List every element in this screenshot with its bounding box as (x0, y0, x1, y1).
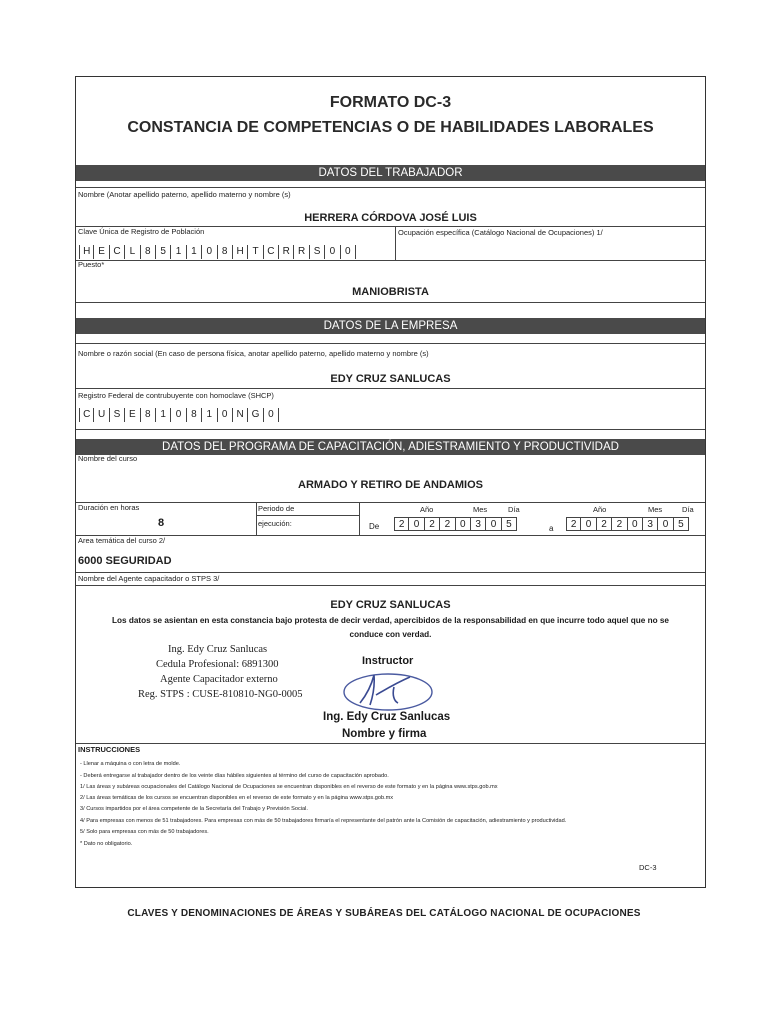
char-cell: 0 (409, 517, 424, 531)
agente-label: Nombre del Agente capacitador o STPS 3/ (78, 574, 220, 583)
divider (76, 187, 705, 188)
instruccion-item: - Deberá entregarse al trabajador dentro de los veinte días hábiles siguientes al término del curso de capacitación aprobado. (80, 773, 389, 779)
dia-label-inicio: Día (508, 505, 520, 514)
trabajador-nombre: HERRERA CÓRDOVA JOSÉ LUIS (304, 212, 477, 224)
char-cell: 0 (658, 517, 673, 531)
instruccion-item: 3/ Cursos impartidos por el área competente de la Secretaría del Trabajo y Previsión Social. (80, 806, 308, 812)
char-cell: 2 (440, 517, 455, 531)
divider (257, 515, 360, 516)
nombre-label: Nombre (Anotar apellido paterno, apellido materno y nombre (s) (78, 190, 291, 199)
char-cell: 0 (341, 245, 356, 259)
instruccion-item: 4/ Para empresas con menos de 51 trabajadores. Para empresas con más de 50 trabajadores firmaría el representante del patrón ante la Comisión de capacitación, adiestramiento y productividad. (80, 818, 567, 824)
char-cell: 0 (628, 517, 643, 531)
rfc-label: Registro Federal de contrubuyente con homoclave (SHCP) (78, 391, 274, 400)
instrucciones-title: INSTRUCCIONES (78, 745, 141, 754)
char-cell: 0 (202, 245, 217, 259)
instruccion-item: - Llenar a máquina o con letra de molde. (80, 761, 181, 767)
char-cell: U (94, 408, 109, 422)
char-cell: 0 (325, 245, 340, 259)
sello-line2: Cedula Profesional: 6891300 (156, 659, 279, 670)
divider (76, 743, 705, 744)
section-programa: DATOS DEL PROGRAMA DE CAPACITACIÓN, ADIESTRAMIENTO Y PRODUCTIVIDAD (76, 439, 705, 455)
char-cell: 0 (456, 517, 471, 531)
char-cell: E (125, 408, 140, 422)
dia-label-fin: Día (682, 505, 694, 514)
char-cell: 0 (486, 517, 501, 531)
char-cell: C (79, 408, 94, 422)
char-cell: S (310, 245, 325, 259)
char-cell: 5 (502, 517, 517, 531)
duracion-label: Duración en horas (78, 503, 140, 512)
divider (76, 585, 705, 586)
char-cell: 2 (612, 517, 627, 531)
divider (76, 535, 705, 536)
puesto-label: Puesto* (78, 260, 105, 269)
instruccion-item: 1/ Las áreas y subáreas ocupacionales del Catálogo Nacional de Ocupaciones se encuentran disponibles en el reverso de este formato y en la página www.stps.gob.mx (80, 784, 498, 790)
instruccion-item: 5/ Solo para empresas con más de 50 trabajadores. (80, 829, 209, 835)
char-cell: R (279, 245, 294, 259)
periodo-label-1: Periodo de (258, 504, 295, 513)
periodo-label-2: ejecución: (258, 519, 292, 528)
sello-line4: Reg. STPS : CUSE-810810-NG0-0005 (138, 689, 303, 700)
form-title: FORMATO DC-3 (329, 94, 452, 111)
char-cell: C (264, 245, 279, 259)
divider (76, 302, 705, 303)
char-cell: 1 (171, 245, 186, 259)
programa-curso: ARMADO Y RETIRO DE ANDAMIOS (298, 479, 483, 491)
a-label: a (549, 524, 554, 533)
divider (76, 572, 705, 573)
char-cell: 5 (156, 245, 171, 259)
protesta-line2: conduce con verdad. (349, 630, 432, 639)
programa-area: 6000 SEGURIDAD (78, 555, 172, 567)
protesta-line1: Los datos se asientan en esta constancia bajo protesta de decir verdad, apercibidos de la responsabilidad en que incurre todo aquel que no se (112, 616, 669, 625)
char-cell: 2 (566, 517, 581, 531)
divider (256, 502, 257, 535)
section-empresa: DATOS DE LA EMPRESA (76, 318, 705, 334)
divider (76, 388, 705, 389)
char-cell: 1 (156, 408, 171, 422)
char-cell: 1 (202, 408, 217, 422)
area-label: Area temática del curso 2/ (78, 536, 166, 545)
char-cell: 3 (643, 517, 658, 531)
rfc-cells (79, 408, 279, 422)
fecha-inicio-cells (394, 517, 517, 531)
char-cell: 8 (141, 408, 156, 422)
divider (76, 502, 705, 503)
ocupacion-label: Ocupación específica (Catálogo Nacional de Ocupaciones) 1/ (398, 228, 603, 237)
char-cell: 8 (141, 245, 156, 259)
char-cell: 3 (471, 517, 486, 531)
divider (76, 260, 705, 261)
instruccion-item: 2/ Las áreas temáticas de los cursos se encuentran disponibles en el reverso de este formato y en la página www.stps.gob.mx (80, 795, 394, 801)
char-cell: 8 (187, 408, 202, 422)
char-cell: R (294, 245, 309, 259)
char-cell: H (233, 245, 248, 259)
sello-line3: Agente Capacitador externo (160, 674, 278, 685)
mes-label-fin: Mes (648, 505, 663, 514)
curso-label: Nombre del curso (78, 454, 138, 463)
firma-nombre: Ing. Edy Cruz Sanlucas (323, 711, 451, 723)
divider (76, 429, 705, 430)
char-cell: N (233, 408, 248, 422)
firma-instructor: Instructor (362, 655, 414, 667)
razon-label: Nombre o razón social (En caso de persona física, anotar apellido paterno, apellido materno y nombre (s) (78, 349, 429, 358)
anio-label-fin: Año (593, 505, 607, 514)
char-cell: S (110, 408, 125, 422)
char-cell: L (125, 245, 140, 259)
anio-label-inicio: Año (420, 505, 434, 514)
firma-caption: Nombre y firma (342, 728, 427, 740)
fecha-fin-cells (566, 517, 689, 531)
char-cell: 2 (394, 517, 409, 531)
char-cell: E (94, 245, 109, 259)
trabajador-puesto: MANIOBRISTA (352, 286, 429, 298)
char-cell: 8 (218, 245, 233, 259)
curp-label: Clave Única de Registro de Población (78, 227, 205, 236)
divider (76, 343, 705, 344)
char-cell: C (110, 245, 125, 259)
char-cell: 0 (581, 517, 596, 531)
programa-duracion: 8 (158, 517, 165, 529)
instruccion-item: * Dato no obligatorio. (80, 841, 133, 847)
dc3-form (75, 76, 706, 888)
divider (359, 502, 360, 535)
mes-label-inicio: Mes (473, 505, 488, 514)
curp-cells (79, 245, 356, 259)
sello-line1: Ing. Edy Cruz Sanlucas (168, 644, 268, 655)
catalogo-footer: CLAVES Y DENOMINACIONES DE ÁREAS Y SUBÁREAS DEL CATÁLOGO NACIONAL DE OCUPACIONES (127, 908, 641, 919)
divider (395, 226, 396, 260)
programa-agente: EDY CRUZ SANLUCAS (330, 599, 451, 611)
char-cell: 1 (187, 245, 202, 259)
char-cell: 2 (597, 517, 612, 531)
char-cell: 2 (425, 517, 440, 531)
char-cell: 0 (264, 408, 279, 422)
char-cell: H (79, 245, 94, 259)
char-cell: G (248, 408, 263, 422)
de-label: De (369, 522, 380, 531)
form-subtitle: CONSTANCIA DE COMPETENCIAS O DE HABILIDADES LABORALES (127, 119, 654, 136)
char-cell: 0 (218, 408, 233, 422)
char-cell: 5 (674, 517, 689, 531)
form-code: DC-3 (639, 863, 657, 872)
char-cell: 0 (171, 408, 186, 422)
empresa-razon: EDY CRUZ SANLUCAS (330, 373, 451, 385)
section-trabajador: DATOS DEL TRABAJADOR (76, 165, 705, 181)
char-cell: T (248, 245, 263, 259)
signature-icon (338, 665, 438, 715)
